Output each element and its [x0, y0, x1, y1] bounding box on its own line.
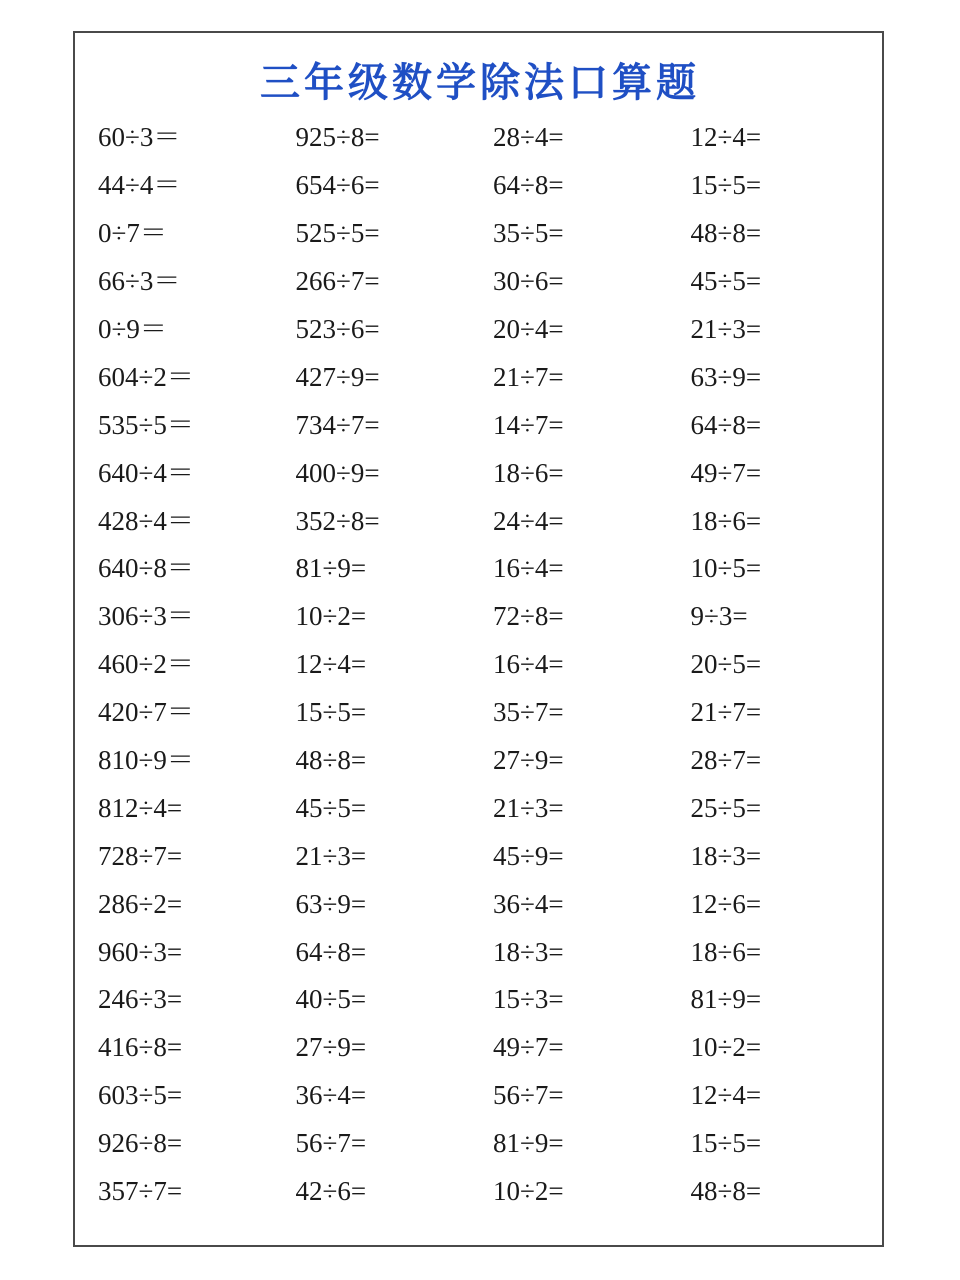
division-problem: 925÷8=	[295, 122, 380, 153]
division-problem: 428÷4＝	[98, 505, 194, 536]
division-problem: 20÷4=	[493, 314, 564, 344]
division-problem: 246÷3=	[98, 984, 183, 1015]
division-problem: 960÷3=	[98, 936, 183, 967]
division-problem: 35÷5=	[493, 218, 564, 249]
division-problem: 81÷9=	[493, 1128, 564, 1159]
division-problem: 45÷9=	[493, 840, 564, 871]
problem-row	[98, 258, 888, 306]
division-problem: 45÷5=	[295, 792, 367, 823]
problem-row	[98, 353, 888, 401]
division-problem: 0÷7＝	[98, 218, 167, 249]
problem-row	[98, 114, 888, 162]
division-problem: 18÷3=	[493, 936, 564, 967]
division-problem: 56÷7=	[295, 1128, 367, 1159]
problem-row	[98, 784, 888, 832]
division-problem: 30÷6=	[493, 266, 564, 297]
division-problem: 21÷3=	[690, 314, 762, 344]
division-problem: 535÷5＝	[98, 409, 194, 440]
division-problem: 49÷7=	[493, 1032, 564, 1063]
division-problem: 81÷9=	[690, 984, 762, 1015]
division-problem: 15÷3=	[493, 984, 564, 1015]
division-problem: 24÷4=	[493, 505, 564, 536]
division-problem: 18÷6=	[690, 505, 762, 536]
division-problem: 728÷7=	[98, 840, 183, 871]
division-problem: 48÷8=	[690, 1176, 762, 1207]
division-problem: 25÷5=	[690, 792, 762, 823]
problem-row	[98, 545, 888, 593]
problem-row	[98, 976, 888, 1024]
division-problem: 44÷4＝	[98, 170, 181, 201]
division-problem: 926÷8=	[98, 1128, 183, 1159]
division-problem: 812÷4=	[98, 792, 183, 823]
problem-row	[98, 162, 888, 210]
division-problem: 12÷6=	[690, 888, 762, 919]
problem-row	[98, 689, 888, 737]
problem-row	[98, 1072, 888, 1120]
problem-row	[98, 306, 888, 354]
problem-row	[98, 880, 888, 928]
problem-row	[98, 737, 888, 785]
division-problem: 40÷5=	[295, 984, 367, 1015]
division-problem: 266÷7=	[295, 266, 380, 297]
problem-row	[98, 449, 888, 497]
division-problem: 0÷9＝	[98, 314, 167, 344]
division-problem: 10÷2=	[493, 1176, 564, 1207]
division-problem: 42÷6=	[295, 1176, 367, 1207]
division-problem: 14÷7=	[493, 409, 564, 440]
division-problem: 27÷9=	[295, 1032, 367, 1063]
division-problem: 21÷3=	[295, 840, 367, 871]
division-problem: 56÷7=	[493, 1080, 564, 1111]
division-problem: 64÷8=	[690, 409, 762, 440]
division-problem: 60÷3＝	[98, 122, 181, 153]
division-problem: 18÷3=	[690, 840, 762, 871]
division-problem: 654÷6=	[295, 170, 380, 201]
division-problem: 21÷3=	[493, 792, 564, 823]
division-problem: 63÷9=	[295, 888, 367, 919]
division-problem: 35÷7=	[493, 697, 564, 728]
problem-row	[98, 1120, 888, 1168]
division-problem: 64÷8=	[493, 170, 564, 201]
division-problem: 45÷5=	[690, 266, 762, 297]
division-problem: 28÷4=	[493, 122, 564, 153]
worksheet-title: 三年级数学除法口算题	[260, 59, 700, 106]
division-problem: 640÷4＝	[98, 457, 194, 488]
problem-row	[98, 1024, 888, 1072]
division-problem: 21÷7=	[690, 697, 762, 728]
division-problem: 603÷5=	[98, 1080, 183, 1111]
division-problem: 20÷5=	[690, 649, 762, 680]
problem-row	[98, 928, 888, 976]
division-problem: 352÷8=	[295, 505, 380, 536]
division-problem: 21÷7=	[493, 361, 564, 392]
problem-row	[98, 832, 888, 880]
division-problem: 16÷4=	[493, 553, 564, 584]
problem-row	[98, 593, 888, 641]
division-problem: 10÷2=	[690, 1032, 762, 1063]
division-problem: 306÷3＝	[98, 601, 194, 632]
division-problem: 36÷4=	[295, 1080, 367, 1111]
division-problem: 523÷6=	[295, 314, 380, 344]
division-problem: 63÷9=	[690, 361, 762, 392]
division-problem: 64÷8=	[295, 936, 367, 967]
division-problem: 36÷4=	[493, 888, 564, 919]
division-problem: 400÷9=	[295, 457, 380, 488]
division-problem: 81÷9=	[295, 553, 367, 584]
division-problem: 9÷3=	[690, 601, 748, 632]
division-problem: 72÷8=	[493, 601, 564, 632]
division-problem: 18÷6=	[690, 936, 762, 967]
division-problem: 15÷5=	[295, 697, 367, 728]
division-problem: 66÷3＝	[98, 266, 181, 297]
division-problem: 12÷4=	[295, 649, 367, 680]
division-problem: 416÷8=	[98, 1032, 183, 1063]
division-problem: 15÷5=	[690, 1128, 762, 1159]
division-problem: 604÷2＝	[98, 361, 194, 392]
problem-row	[98, 1168, 888, 1216]
division-problem: 48÷8=	[690, 218, 762, 249]
division-problem: 18÷6=	[493, 457, 564, 488]
division-problem: 10÷2=	[295, 601, 367, 632]
division-problem: 357÷7=	[98, 1176, 183, 1207]
division-problem: 12÷4=	[690, 122, 762, 153]
division-problem: 49÷7=	[690, 457, 762, 488]
division-problem: 525÷5=	[295, 218, 380, 249]
division-problem: 420÷7＝	[98, 697, 194, 728]
division-problem: 27÷9=	[493, 745, 564, 776]
division-problem: 12÷4=	[690, 1080, 762, 1111]
division-problem: 15÷5=	[690, 170, 762, 201]
division-problem: 48÷8=	[295, 745, 367, 776]
problem-grid	[98, 114, 888, 1215]
problem-row	[98, 641, 888, 689]
division-problem: 640÷8＝	[98, 553, 194, 584]
problem-row	[98, 401, 888, 449]
division-problem: 427÷9=	[295, 361, 380, 392]
division-problem: 810÷9＝	[98, 745, 194, 776]
division-problem: 10÷5=	[690, 553, 762, 584]
division-problem: 286÷2=	[98, 888, 183, 919]
problem-row	[98, 497, 888, 545]
division-problem: 28÷7=	[690, 745, 762, 776]
division-problem: 16÷4=	[493, 649, 564, 680]
problem-row	[98, 210, 888, 258]
division-problem: 460÷2＝	[98, 649, 194, 680]
division-problem: 734÷7=	[295, 409, 380, 440]
